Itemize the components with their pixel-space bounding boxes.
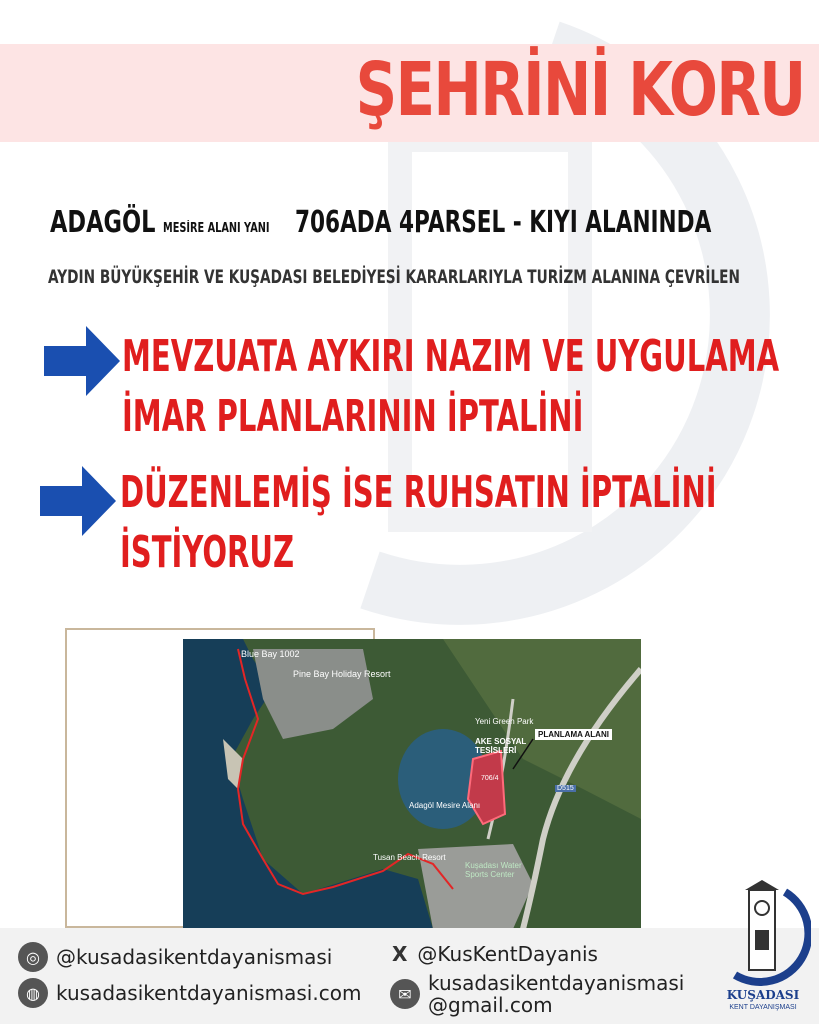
- x-handle: @KusKentDayanis: [417, 942, 598, 966]
- intro-line-1: [50, 205, 819, 240]
- map-graphic: [183, 639, 641, 929]
- globe-icon: ◍: [18, 978, 48, 1008]
- map-label-pine-bay: Pine Bay Holiday Resort: [293, 669, 391, 679]
- map-label-adagol: Adagöl Mesire Alanı: [409, 801, 481, 810]
- page-title: ŞEHRİNİ KORU: [356, 47, 805, 133]
- instagram-handle: @kusadasikentdayanismasi: [56, 945, 333, 969]
- email-line-2: @gmail.com: [428, 993, 553, 1017]
- logo: [715, 880, 811, 1020]
- email-address: [428, 972, 684, 1016]
- arrow-right-icon: [40, 466, 116, 536]
- map-label-planlama: PLANLAMA ALANI: [535, 729, 612, 740]
- clock-tower-logo-icon: [715, 880, 811, 990]
- intro-place: ADAGÖL: [50, 205, 156, 240]
- intro-line-2: AYDIN BÜYÜKŞEHİR VE KUŞADASI BELEDİYESİ KARARLARIYLA TURİZM ALANINA ÇEVRİLEN: [48, 266, 740, 288]
- map-label-blue-bay: Blue Bay 1002: [241, 649, 300, 659]
- instagram-icon: ◎: [18, 942, 48, 972]
- x-icon: X: [392, 942, 408, 966]
- website-url: kusadasikentdayanismasi.com: [56, 981, 362, 1005]
- map-label-parcel: 706/4: [481, 775, 499, 782]
- x-contact[interactable]: [392, 942, 598, 966]
- logo-name: KUŞADASI: [726, 988, 800, 1002]
- demand-2-line-1: DÜZENLEMİŞ İSE RUHSATIN İPTALİNİ: [120, 467, 717, 518]
- arrow-right-icon: [44, 326, 120, 396]
- mail-icon: ✉: [390, 979, 420, 1009]
- demand-1-line-2: İMAR PLANLARININ İPTALİNİ: [122, 391, 584, 442]
- intro-place-sub: MESİRE ALANI YANI: [162, 221, 270, 236]
- intro-parcel: 706ADA 4PARSEL - KIYI ALANINDA: [294, 205, 711, 240]
- email-contact[interactable]: [390, 972, 684, 1016]
- instagram-contact[interactable]: [18, 942, 332, 972]
- map-label-road: D515: [557, 785, 574, 792]
- satellite-map: [183, 639, 641, 929]
- email-line-1: kusadasikentdayanismasi: [428, 971, 685, 995]
- map-label-tusan: Tusan Beach Resort: [373, 853, 446, 862]
- map-label-water: Kuşadası Water Sports Center: [465, 861, 522, 879]
- demand-2-line-2: İSTİYORUZ: [120, 527, 295, 578]
- logo-sub: KENT DAYANIŞMASI: [729, 1004, 797, 1011]
- map-label-ake: AKE SOSYAL TESİSLERİ: [475, 737, 527, 755]
- map-label-yeni-green: Yeni Green Park: [475, 717, 534, 726]
- website-contact[interactable]: [18, 978, 361, 1008]
- demand-1-line-1: MEVZUATA AYKIRI NAZIM VE UYGULAMA: [122, 331, 780, 382]
